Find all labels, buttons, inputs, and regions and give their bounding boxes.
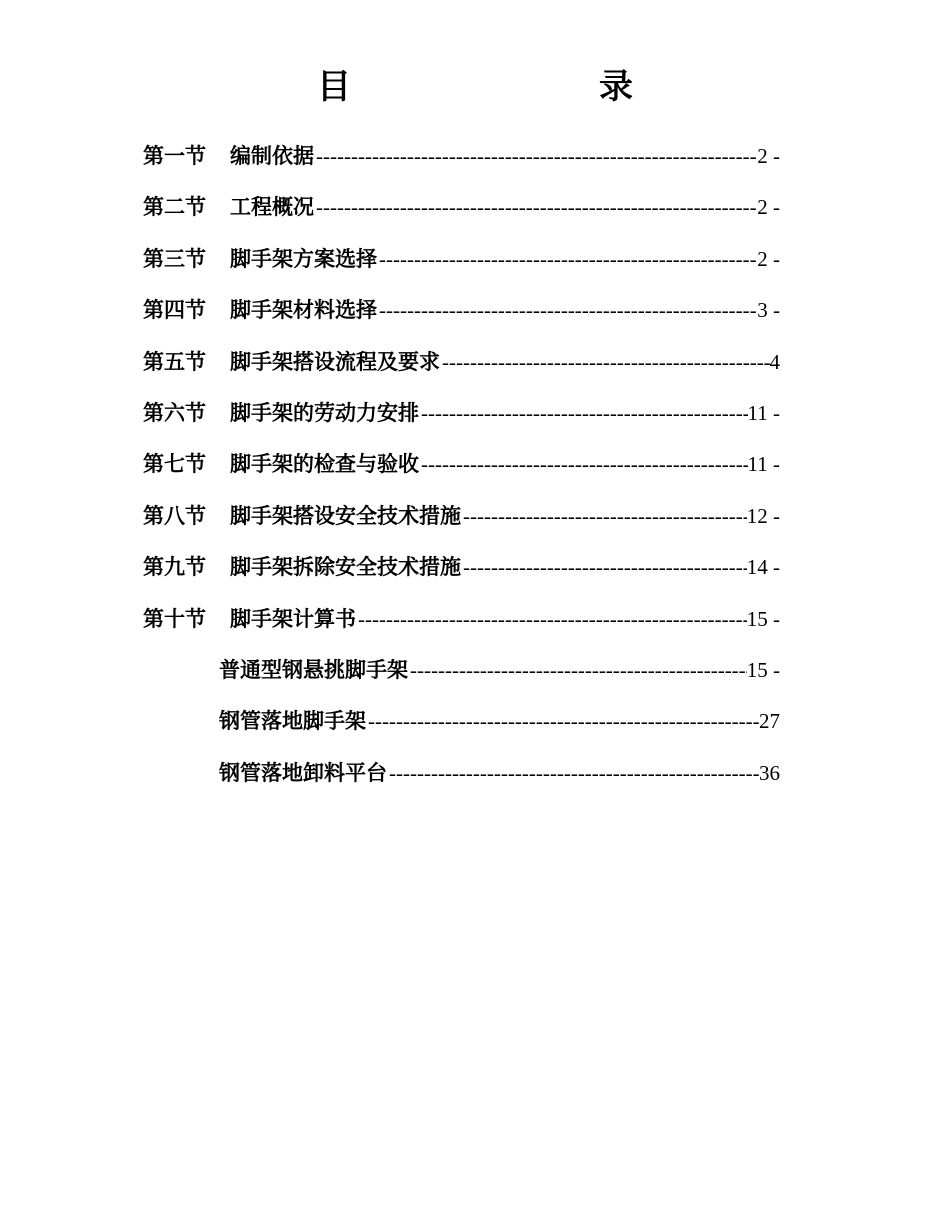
toc-dot-leader [356,601,747,637]
toc-dot-leader [461,549,747,585]
toc-subsection-title: 钢管落地卸料平台 [219,759,387,785]
toc-section-title: 脚手架搭设流程及要求 [230,348,440,374]
toc-section-title: 脚手架拆除安全技术措施 [230,554,461,580]
toc-page-number: 11 - [747,452,780,477]
toc-subsection-title: 钢管落地脚手架 [219,708,366,734]
toc-page-number: 2 - [757,144,780,168]
toc-entry[interactable] [143,241,780,292]
toc-section-number: 第七节 [143,451,206,477]
toc-section-number: 第六节 [143,399,206,425]
toc-section-number: 第五节 [143,348,206,374]
toc-entry[interactable] [143,292,780,343]
toc-page-number: 3 - [757,298,780,323]
toc-subsection-title: 普通型钢悬挑脚手架 [219,656,408,682]
toc-section-title: 脚手架的检查与验收 [230,451,419,477]
toc-section-title: 编制依据 [230,143,314,168]
toc-page-number: 14 - [746,555,780,580]
toc-section-title: 工程概况 [230,194,314,220]
toc-entry[interactable] [143,395,780,446]
toc-section-number: 第二节 [143,194,206,220]
toc-dot-leader [377,292,757,328]
toc-page-number: 27 [759,709,780,734]
toc-dot-leader [419,446,748,482]
toc-sub-entry[interactable] [143,755,780,806]
toc-entry[interactable] [143,601,780,652]
toc-entry[interactable] [143,498,780,549]
toc-section-number: 第十节 [143,605,206,631]
toc-dot-leader [314,189,757,225]
toc-sub-entry[interactable] [143,652,780,703]
toc-section-title: 脚手架搭设安全技术措施 [230,502,461,528]
toc-section-title: 脚手架材料选择 [230,297,377,323]
toc-entry[interactable] [143,138,780,189]
toc-section-title: 脚手架的劳动力安排 [230,399,419,425]
toc-page-number: 4 [769,349,780,374]
toc-dot-leader [461,498,747,534]
toc-dot-leader [387,755,759,791]
toc-page-number: 15 - [746,606,780,631]
toc-section-number: 第九节 [143,554,206,580]
toc-page-number: 15 - [746,657,780,682]
toc-title: 目 录 [317,67,693,107]
toc-dot-leader [366,703,759,739]
toc-section-title: 脚手架方案选择 [230,245,377,271]
toc-sub-entry[interactable] [143,703,780,754]
toc-list [143,138,780,806]
toc-section-number: 第八节 [143,502,206,528]
toc-dot-leader [440,344,770,380]
toc-dot-leader [419,395,748,431]
toc-section-number: 第四节 [143,297,206,323]
toc-entry[interactable] [143,189,780,240]
toc-dot-leader [408,652,747,688]
toc-section-title: 脚手架计算书 [230,605,356,631]
toc-dot-leader [377,241,757,277]
toc-page-number: 11 - [747,400,780,425]
toc-page-number: 12 - [746,503,780,528]
toc-entry[interactable] [143,344,780,395]
toc-entry[interactable] [143,446,780,497]
toc-page-number: 2 - [757,246,780,271]
toc-section-number: 第一节 [143,143,206,168]
toc-section-number: 第三节 [143,245,206,271]
toc-dot-leader [314,138,757,174]
toc-page-number: 2 - [757,195,780,220]
toc-entry[interactable] [143,549,780,600]
toc-page-number: 36 [759,760,780,785]
